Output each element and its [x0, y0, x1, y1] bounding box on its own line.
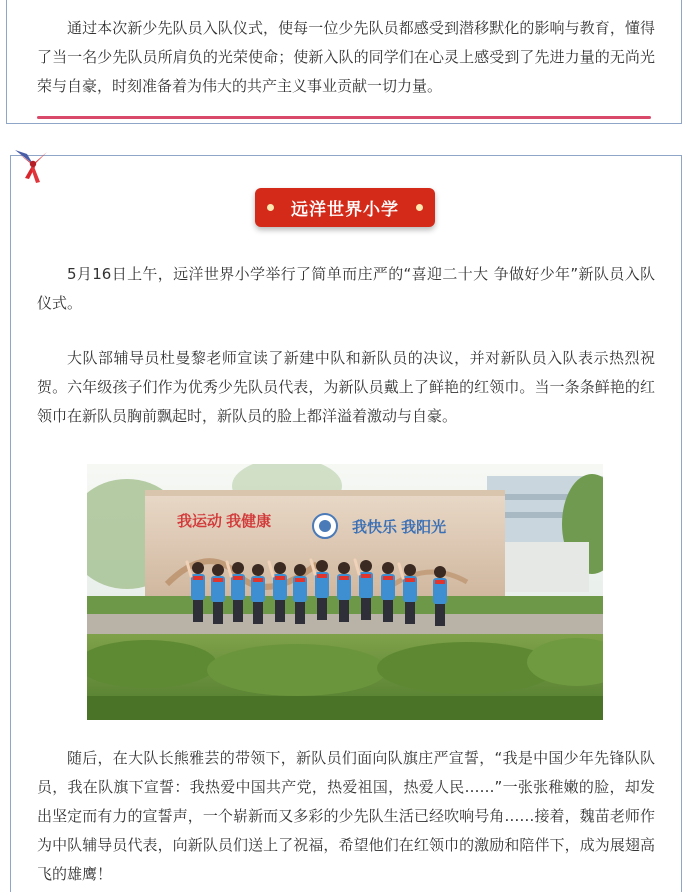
section-divider [37, 116, 651, 119]
section-title-banner [255, 188, 435, 227]
wall-slogan-left: 我运动 我健康 [177, 513, 272, 530]
wall-slogan-right: 我快乐 我阳光 [352, 519, 447, 536]
article-paragraph: 随后，在大队长熊雅芸的带领下，新队员们面向队旗庄严宣誓，“我是中国少年先锋队队员，我在队旗下宣誓：我热爱中国共产党，热爱祖国，热爱人民……”一张张稚嫩的脸，却发出坚定而有力的宣誓声，一个崭新而又多彩的少先队生活已经吹响号角……接着，魏苗老师作为中队辅导员代表，向新队员们送上了祝福，希望他们在红领巾的激励和陪伴下，成为展翅高飞的雄鹰！ [37, 749, 655, 883]
ceremony-photo [87, 464, 603, 720]
banner-dot-icon [267, 204, 274, 211]
closing-paragraph: 通过本次新少先队员入队仪式，使每一位少先队员都感受到潜移默化的影响与教育，懂得了当一名少先队员所肩负的光荣使命；使新入队的同学们在心灵上感受到了先进力量的无尚光荣与自豪，时刻准备着为伟大的共产主义事业贡献一切力量。 [37, 19, 655, 95]
article-paragraph: 5月16日上午，远洋世界小学举行了简单而庄严的“喜迎二十大 争做好少年”新队员入队仪式。 [37, 265, 655, 312]
school-section-card [10, 155, 682, 892]
article-paragraph: 大队部辅导员杜曼黎老师宣读了新建中队和新队员的决议，并对新队员入队表示热烈祝贺。六年级孩子们作为优秀少先队员代表，为新队员戴上了鲜艳的红领巾。当一条条鲜艳的红领巾在新队员胸前飘起时，新队员的脸上都洋溢着激动与自豪。 [37, 349, 655, 425]
section-title: 远洋世界小学 [291, 200, 399, 220]
previous-section-card [6, 0, 682, 124]
red-scarf-ribbon-icon [13, 148, 53, 188]
banner-dot-icon [416, 204, 423, 211]
